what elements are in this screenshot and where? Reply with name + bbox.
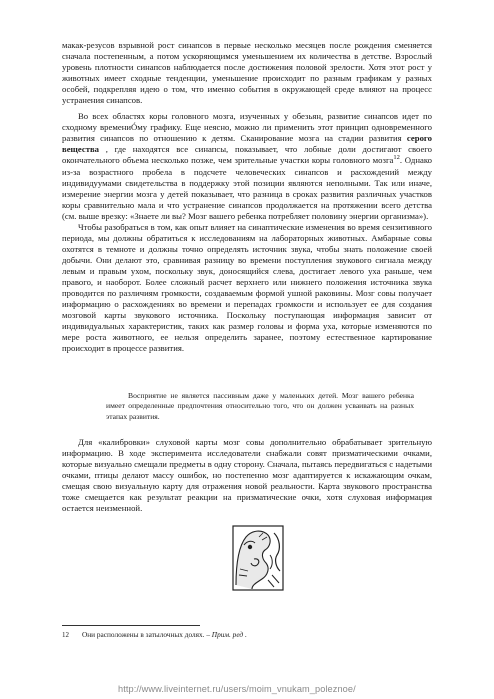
main-text-continued (62, 437, 432, 514)
footnote-ref[interactable]: 12 (393, 154, 400, 162)
owl-hearing-illustration (232, 525, 284, 591)
paragraph-3: Чтобы разобраться в том, как опыт влияет на синаптические изменения во время сензитивного периода, мы должны обратиться к исследованиям на лабораторных животных. Амбарные совы охотятся в темноте и должны точно определять источник звука, чтобы знать положение своей добычи. Они делают это, сравнивая разницу во времени поступления звукового сигнала между левым и правым ухом, поскольку звук, доносящийся слева, достигает левого уха раньше, чем правого, и наоборот. Более сложный расчет верхнего или нижнего положения источника звука проводится по различиям громкости, создаваемым формой ушной раковины. Мозг совы получает информацию о расхождениях во времени и перепадах громкости и использует ее для создания мозговой карты звукового источника. Поскольку поступающая информация зависит от индивидуальных характеристик, таких как размер головы и форма уха, которые изменяются по мере роста животного, ее нельзя определить заранее, поэтому естественное картирование происходит в процессе развития. (62, 221, 432, 354)
pull-quote (106, 391, 414, 422)
paragraph-2: Во всех областях коры головного мозга, изученных у обезьян, развитие синапсов идет по сходному времениÓму графику. Еще неясно, можно ли применить этот принцип одновременного развития синапсов по отношению к детям. Сканирование мозга на стадии развития серого вещества , где находятся все синапсы, показывает, что лобные доли достигают своего окончательного объема несколько позже, чем зрительные участки коры головного мозга$^{12}$. Однако из-за возрастного пробела в подсчете человеческих синапсов и расхождений между индивидуумами свидетельства в поддержку этой позиции являются неполными. Так или иначе, измерение энергии мозга у детей показывает, что разница в сроках развития различных участков коры сравнительно мала и что устранение синапсов продолжается на протяжении всего детства (см. выше врезку: «Знаете ли вы? Мозг вашего ребенка потребляет половину энергии организма»). (62, 111, 432, 221)
footnote-editor-note: Прим. ред (211, 630, 244, 639)
pull-quote-text: Восприятие не является пассивным даже у маленьких детей. Мозг вашего ребенка имеет определенные предпочтения относительно того, что он должен усваивать на разных этапах развития. (106, 391, 414, 421)
main-text (62, 40, 432, 354)
footnote-divider (62, 625, 200, 626)
paragraph-4: Для «калибровки» слуховой карты мозг совы дополнительно обрабатывает зрительную информацию. В ходе эксперимента исследователи снабжали совят призматическими очками, которые визуально смещали предметы в одну сторону. Сначала, пытаясь передвигаться с надетыми очками, птицы делают массу ошибок, но постепенно мозг адаптируется к искажающим очкам, смещая свою визуальную карту для отражения новой реальности. Карта звукового пространства тоже смещается как результат реакции на призматические очки, хотя слуховая информация остается неизменной. (62, 437, 432, 514)
source-url-watermark[interactable]: http://www.liveinternet.ru/users/moim_vnukam_poleznoe/ (118, 684, 356, 694)
bold-term: серого вещества (62, 133, 432, 155)
footnote-number: 12 (62, 631, 69, 639)
footnote: 12 Они расположены в затылочных долях. – Прим. ред . (62, 630, 247, 639)
footnote-text: Они расположены в затылочных долях. – (82, 630, 212, 639)
paragraph-1: макак-резусов взрывной рост синапсов в первые несколько месяцев после рождения сменяется сначала постепенным, а потом ускоряющимся уменьшением их количества в детстве. Взрослый уровень плотности синапсов наблюдается после достижения половой зрелости. Хотя этот рост у животных имеет сходные тенденции, уменьшение происходит по разным графикам у разных особей, подкрепляя идею о том, что именно события в окружающей среде влияют на процесс устранения синапсов. (62, 40, 432, 106)
